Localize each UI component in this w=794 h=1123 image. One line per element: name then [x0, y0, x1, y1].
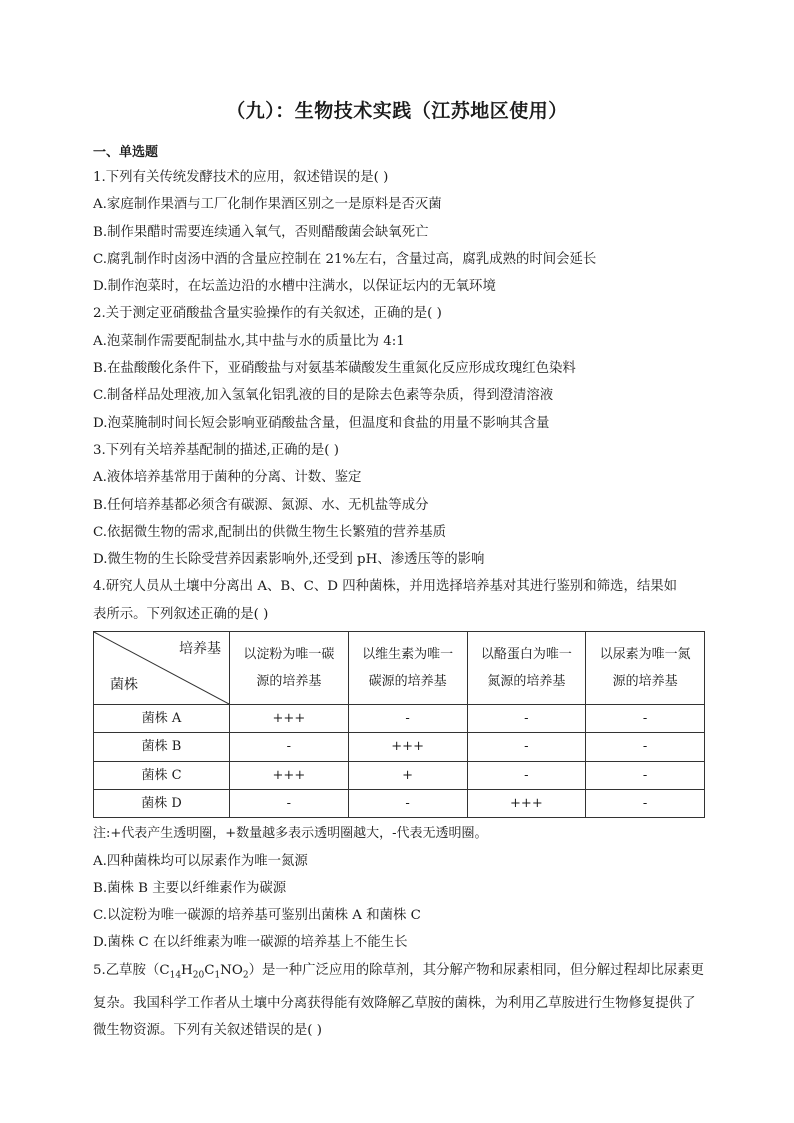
table-cell: - — [467, 761, 586, 789]
table-cell: - — [230, 733, 349, 761]
question-stem: 1.下列有关传统发酵技术的应用，叙述错误的是( ) — [93, 170, 389, 185]
table-cell: +++ — [348, 733, 467, 761]
row-label: 菌株 D — [94, 789, 230, 817]
option-a: A.泡菜制作需要配制盐水,其中盐与水的质量比为 4:1 — [93, 333, 405, 349]
table-header-cell: 以酪蛋白为唯一 氮源的培养基 — [467, 632, 586, 705]
table-cell: + — [348, 761, 467, 789]
corner-label-medium: 培养基 — [179, 641, 221, 658]
question-4 — [93, 573, 705, 956]
option-d: D.泡菜腌制时间长短会影响亚硝酸盐含量，但温度和食盐的用量不影响其含量 — [93, 415, 550, 431]
table-cell: +++ — [467, 789, 586, 817]
table-header-cell: 以淀粉为唯一碳 源的培养基 — [230, 632, 349, 705]
option-b: B.任何培养基都必须含有碳源、氮源、水、无机盐等成分 — [93, 497, 429, 513]
table-cell: - — [467, 733, 586, 761]
section-heading: 一、单选题 — [93, 145, 159, 160]
page-title: （九）：生物技术实践（江苏地区使用） — [226, 100, 568, 122]
question-stem-cont: 表所示。下列叙述正确的是( ) — [93, 606, 269, 622]
row-label: 菌株 A — [94, 705, 230, 733]
table-cell: - — [348, 705, 467, 733]
table-row — [94, 705, 705, 733]
question-stem: 5.乙草胺$(C_{14}H_{20}C_1NO_2)$是一种广泛应用的除草剂，其分解产物和尿素相同，但分解过程却比尿素更复杂。我国科学工作者从土壤中分离获得能有效降解乙草胺的菌株，为利用乙草胺进行生物修复提供了微生物资源。下列有关叙述错误的是( ) — [93, 962, 704, 1038]
option-c: C.腐乳制作时卤汤中酒的含量应控制在 21%左右，含量过高，腐乳成熟的时间会延长 — [93, 251, 597, 267]
option-b: B.菌株 B 主要以纤维素作为碳源 — [93, 880, 287, 896]
question-stem: 2.关于测定亚硝酸盐含量实验操作的有关叙述，正确的是( ) — [93, 306, 442, 322]
table-cell: +++ — [230, 761, 349, 789]
corner-label-strain: 菌株 — [110, 677, 138, 694]
row-label: 菌株 C — [94, 761, 230, 789]
table-cell: - — [586, 733, 705, 761]
table-cell: - — [348, 789, 467, 817]
option-d: D.微生物的生长除受营养因素影响外,还受到 pH、渗透压等的影响 — [93, 552, 485, 568]
table-header-cell: 以维生素为唯一 碳源的培养基 — [348, 632, 467, 705]
table-cell: - — [586, 789, 705, 817]
table-cell: +++ — [230, 705, 349, 733]
table-row — [94, 733, 705, 761]
question-5 — [93, 957, 705, 1045]
table-corner-cell — [94, 632, 230, 705]
option-b: B.在盐酸酸化条件下，亚硝酸盐与对氨基苯磺酸发生重氮化反应形成玫瑰红色染料 — [93, 361, 576, 377]
option-a: A.四种菌株均可以尿素作为唯一氮源 — [93, 853, 308, 869]
option-a: A.家庭制作果酒与工厂化制作果酒区别之一是原料是否灭菌 — [93, 197, 442, 213]
table-header-row — [94, 632, 705, 705]
option-d: D.菌株 C 在以纤维素为唯一碳源的培养基上不能生长 — [93, 935, 408, 951]
option-c: C.依据微生物的需求,配制出的供微生物生长繁殖的营养基质 — [93, 524, 447, 540]
option-c: C.以淀粉为唯一碳源的培养基可鉴别出菌株 A 和菌株 C — [93, 908, 421, 924]
table-cell: - — [586, 705, 705, 733]
table-header-cell: 以尿素为唯一氮 源的培养基 — [586, 632, 705, 705]
row-label: 菌株 B — [94, 733, 230, 761]
question-stem: 4.研究人员从土壤中分离出 A、B、C、D 四种菌株，并用选择培养基对其进行鉴别和筛选，结果如 — [93, 579, 678, 595]
table-cell: - — [467, 705, 586, 733]
option-a: A.液体培养基常用于菌种的分离、计数、鉴定 — [93, 470, 362, 486]
question-3 — [93, 437, 705, 573]
document-body — [93, 142, 705, 1044]
question-stem: 3.下列有关培养基配制的描述,正确的是( ) — [93, 442, 339, 458]
question-1 — [93, 164, 705, 300]
option-b: B.制作果醋时需要连续通入氧气，否则醋酸菌会缺氧死亡 — [93, 224, 429, 240]
question-2 — [93, 300, 705, 436]
table-row — [94, 761, 705, 789]
option-d: D.制作泡菜时，在坛盖边沿的水槽中注满水，以保证坛内的无氧环境 — [93, 279, 496, 295]
table-row — [94, 789, 705, 817]
table-cell: - — [586, 761, 705, 789]
table-note: 注:+代表产生透明圈，+数量越多表示透明圈越大，-代表无透明圈。 — [93, 826, 488, 842]
results-table — [93, 631, 705, 818]
option-c: C.制备样品处理液,加入氢氧化铝乳液的目的是除去色素等杂质，得到澄清溶液 — [93, 388, 554, 404]
table-cell: - — [230, 789, 349, 817]
